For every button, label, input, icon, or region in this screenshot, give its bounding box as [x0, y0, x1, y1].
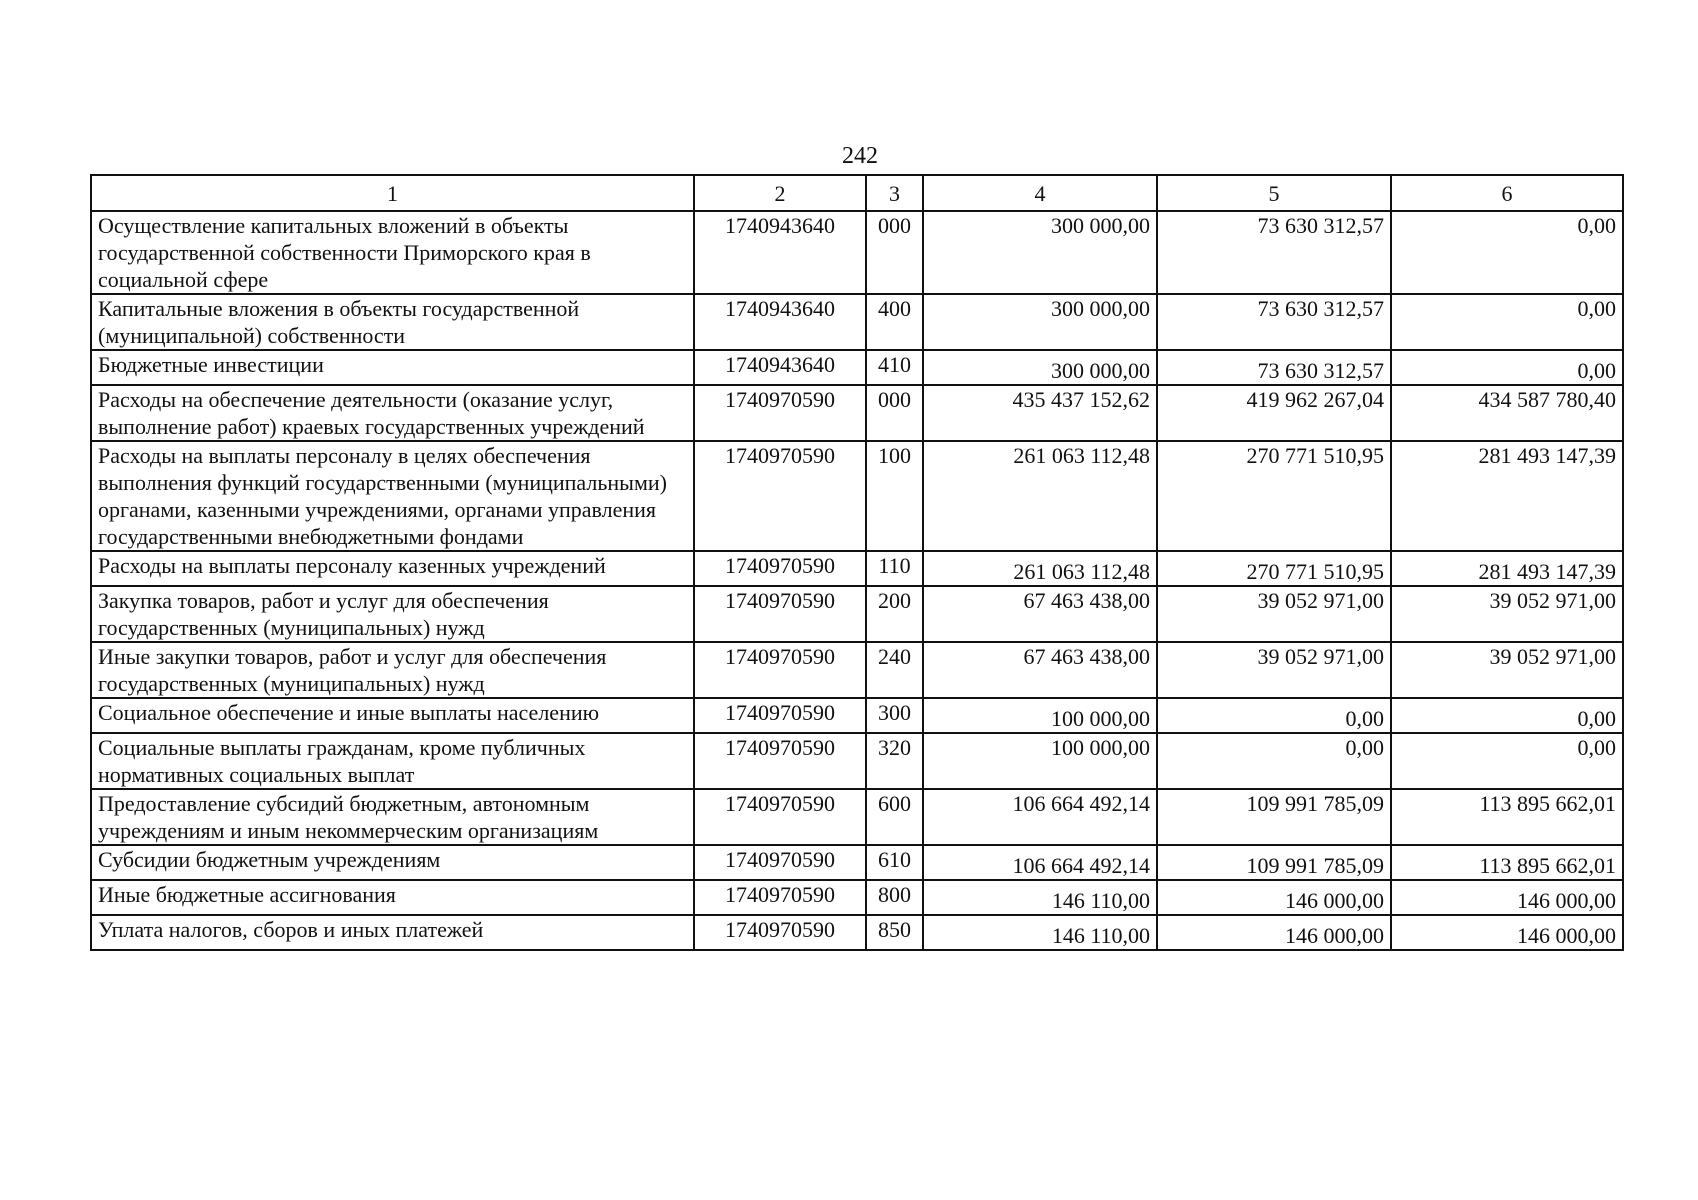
column-header: 3	[866, 175, 923, 211]
amount-col-5: 73 630 312,57	[1157, 211, 1391, 294]
table-row	[91, 350, 1623, 385]
expense-type-code: 400	[866, 294, 923, 350]
target-code: 1740970590	[694, 642, 866, 698]
item-name: Капитальные вложения в объекты государственной (муниципальной) собственности	[91, 294, 694, 350]
amount-col-5: 109 991 785,09	[1157, 789, 1391, 845]
amount-col-5: 146 000,00	[1157, 915, 1391, 950]
amount-col-6: 0,00	[1391, 294, 1623, 350]
expense-type-code: 410	[866, 350, 923, 385]
expense-type-code: 320	[866, 733, 923, 789]
amount-col-4: 106 664 492,14	[923, 845, 1157, 880]
item-name: Предоставление субсидий бюджетным, автономным учреждениям и иным некоммерческим организациям	[91, 789, 694, 845]
table-row	[91, 551, 1623, 586]
target-code: 1740943640	[694, 211, 866, 294]
table-row	[91, 845, 1623, 880]
amount-col-6: 39 052 971,00	[1391, 642, 1623, 698]
amount-col-4: 67 463 438,00	[923, 586, 1157, 642]
amount-col-5: 0,00	[1157, 698, 1391, 733]
target-code: 1740970590	[694, 551, 866, 586]
item-name: Закупка товаров, работ и услуг для обеспечения государственных (муниципальных) нужд	[91, 586, 694, 642]
amount-col-5: 0,00	[1157, 733, 1391, 789]
amount-col-6: 146 000,00	[1391, 915, 1623, 950]
item-name: Бюджетные инвестиции	[91, 350, 694, 385]
table-row	[91, 880, 1623, 915]
amount-col-4: 100 000,00	[923, 733, 1157, 789]
item-name: Иные бюджетные ассигнования	[91, 880, 694, 915]
column-header: 6	[1391, 175, 1623, 211]
amount-col-5: 270 771 510,95	[1157, 441, 1391, 551]
target-code: 1740970590	[694, 733, 866, 789]
expense-type-code: 600	[866, 789, 923, 845]
amount-col-4: 146 110,00	[923, 880, 1157, 915]
amount-col-4: 261 063 112,48	[923, 551, 1157, 586]
amount-col-4: 300 000,00	[923, 350, 1157, 385]
amount-col-6: 0,00	[1391, 733, 1623, 789]
page-number: 242	[842, 143, 878, 169]
amount-col-6: 0,00	[1391, 698, 1623, 733]
amount-col-6: 281 493 147,39	[1391, 551, 1623, 586]
item-name: Осуществление капитальных вложений в объекты государственной собственности Приморского края в социальной сфере	[91, 211, 694, 294]
expense-type-code: 300	[866, 698, 923, 733]
target-code: 1740970590	[694, 385, 866, 441]
item-name: Субсидии бюджетным учреждениям	[91, 845, 694, 880]
column-header: 1	[91, 175, 694, 211]
amount-col-5: 270 771 510,95	[1157, 551, 1391, 586]
amount-col-6: 113 895 662,01	[1391, 845, 1623, 880]
amount-col-6: 0,00	[1391, 211, 1623, 294]
item-name: Иные закупки товаров, работ и услуг для обеспечения государственных (муниципальных) нужд	[91, 642, 694, 698]
table-row	[91, 642, 1623, 698]
header-row	[91, 175, 1623, 211]
budget-table	[90, 174, 1624, 951]
item-name: Расходы на обеспечение деятельности (оказание услуг, выполнение работ) краевых государственных учреждений	[91, 385, 694, 441]
amount-col-4: 261 063 112,48	[923, 441, 1157, 551]
table-row	[91, 211, 1623, 294]
amount-col-5: 109 991 785,09	[1157, 845, 1391, 880]
amount-col-4: 67 463 438,00	[923, 642, 1157, 698]
item-name: Расходы на выплаты персоналу в целях обеспечения выполнения функций государственными (муниципальными) органами, казенными учреждениями, органами управления государственными внебюджетными фондами	[91, 441, 694, 551]
amount-col-5: 419 962 267,04	[1157, 385, 1391, 441]
item-name: Расходы на выплаты персоналу казенных учреждений	[91, 551, 694, 586]
amount-col-5: 146 000,00	[1157, 880, 1391, 915]
target-code: 1740943640	[694, 294, 866, 350]
expense-type-code: 610	[866, 845, 923, 880]
table-row	[91, 441, 1623, 551]
expense-type-code: 110	[866, 551, 923, 586]
amount-col-6: 434 587 780,40	[1391, 385, 1623, 441]
amount-col-4: 300 000,00	[923, 211, 1157, 294]
expense-type-code: 800	[866, 880, 923, 915]
table-row	[91, 733, 1623, 789]
table-row	[91, 294, 1623, 350]
amount-col-4: 146 110,00	[923, 915, 1157, 950]
target-code: 1740970590	[694, 915, 866, 950]
item-name: Социальные выплаты гражданам, кроме публичных нормативных социальных выплат	[91, 733, 694, 789]
amount-col-5: 39 052 971,00	[1157, 586, 1391, 642]
amount-col-4: 435 437 152,62	[923, 385, 1157, 441]
amount-col-4: 300 000,00	[923, 294, 1157, 350]
expense-type-code: 100	[866, 441, 923, 551]
item-name: Уплата налогов, сборов и иных платежей	[91, 915, 694, 950]
column-header: 4	[923, 175, 1157, 211]
target-code: 1740970590	[694, 698, 866, 733]
amount-col-5: 73 630 312,57	[1157, 294, 1391, 350]
table-row	[91, 698, 1623, 733]
target-code: 1740970590	[694, 441, 866, 551]
amount-col-6: 281 493 147,39	[1391, 441, 1623, 551]
expense-type-code: 240	[866, 642, 923, 698]
target-code: 1740970590	[694, 789, 866, 845]
column-header: 5	[1157, 175, 1391, 211]
amount-col-6: 0,00	[1391, 350, 1623, 385]
amount-col-5: 73 630 312,57	[1157, 350, 1391, 385]
amount-col-6: 39 052 971,00	[1391, 586, 1623, 642]
column-header: 2	[694, 175, 866, 211]
table-row	[91, 586, 1623, 642]
target-code: 1740970590	[694, 880, 866, 915]
amount-col-6: 113 895 662,01	[1391, 789, 1623, 845]
item-name: Социальное обеспечение и иные выплаты населению	[91, 698, 694, 733]
amount-col-4: 106 664 492,14	[923, 789, 1157, 845]
amount-col-6: 146 000,00	[1391, 880, 1623, 915]
target-code: 1740943640	[694, 350, 866, 385]
table-row	[91, 385, 1623, 441]
expense-type-code: 000	[866, 211, 923, 294]
expense-type-code: 200	[866, 586, 923, 642]
expense-type-code: 000	[866, 385, 923, 441]
amount-col-4: 100 000,00	[923, 698, 1157, 733]
amount-col-5: 39 052 971,00	[1157, 642, 1391, 698]
expense-type-code: 850	[866, 915, 923, 950]
target-code: 1740970590	[694, 845, 866, 880]
target-code: 1740970590	[694, 586, 866, 642]
table-row	[91, 789, 1623, 845]
table-row	[91, 915, 1623, 950]
